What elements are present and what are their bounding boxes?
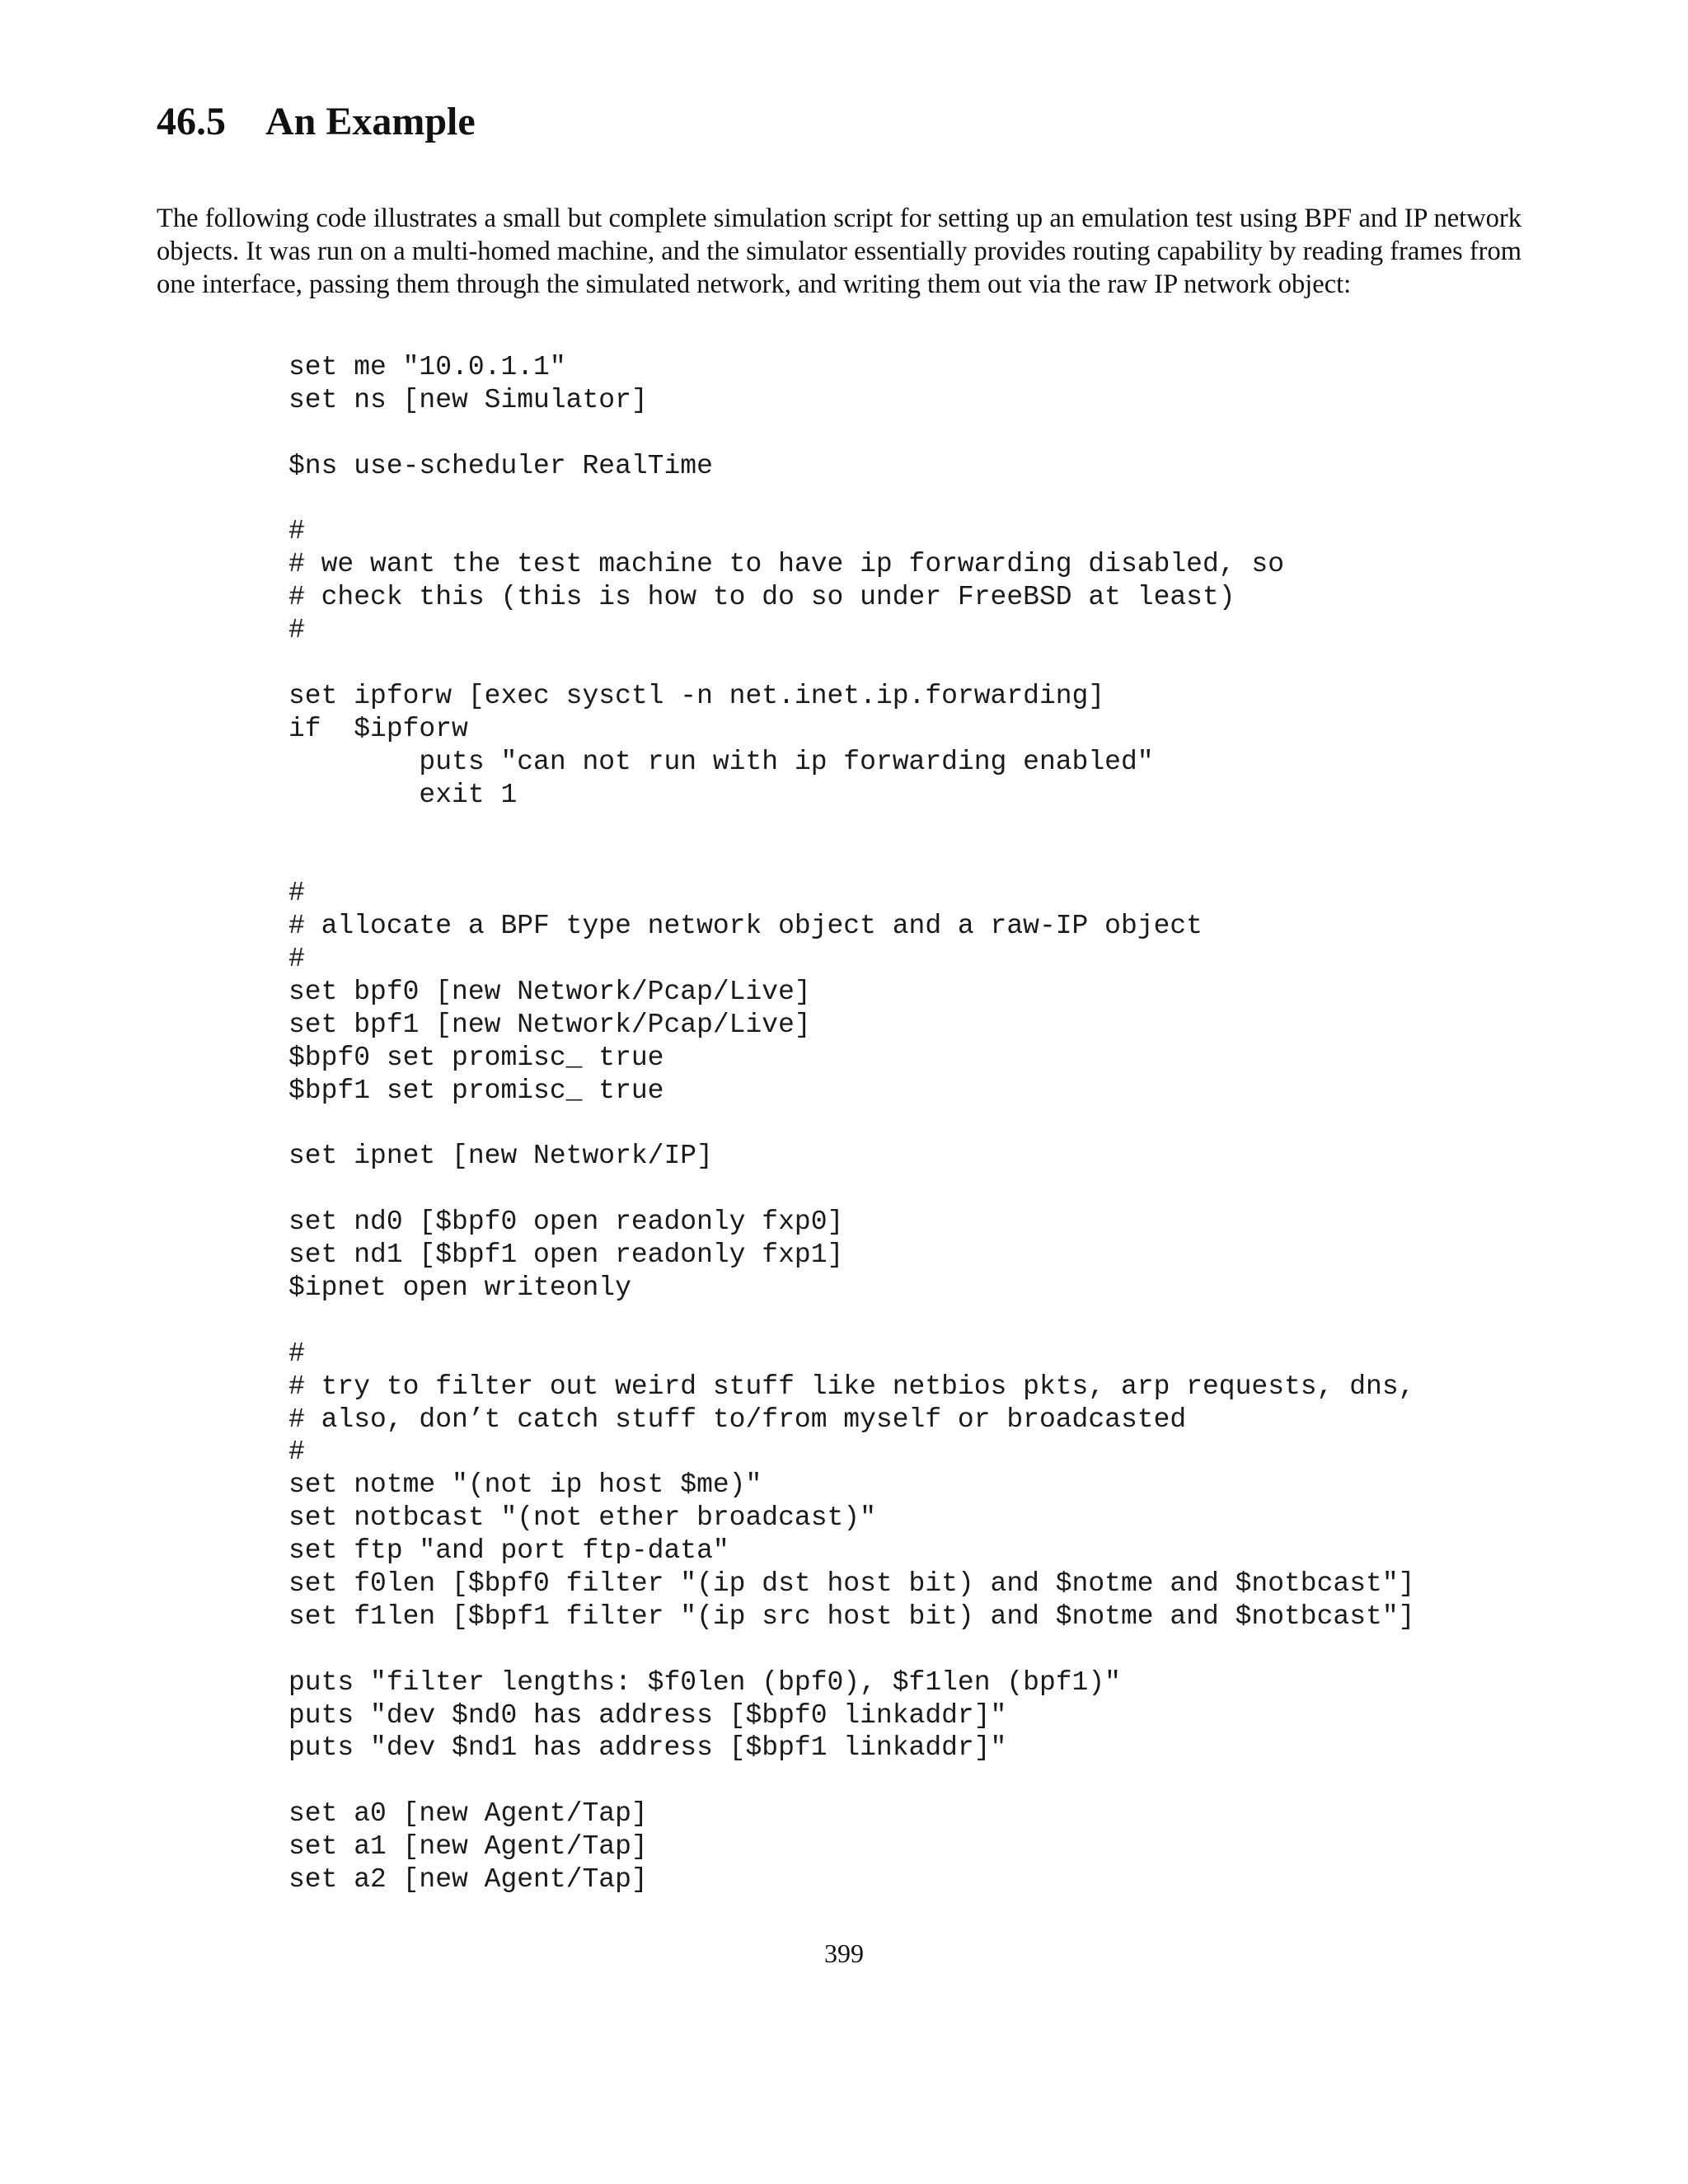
code-line: set ipnet [new Network/IP] xyxy=(288,1141,713,1172)
code-line: if $ipforw xyxy=(288,713,468,744)
code-line: # xyxy=(288,1338,305,1369)
page-number: 399 xyxy=(824,1938,864,1968)
code-line: set f1len [$bpf1 filter "(ip src host bit) and $notme and $notbcast"] xyxy=(288,1601,1415,1632)
section-heading xyxy=(157,97,476,147)
code-line: # try to filter out weird stuff like netbios pkts, arp requests, dns, xyxy=(288,1371,1415,1402)
code-line: # xyxy=(288,516,305,547)
code-line: puts "can not run with ip forwarding enabled" xyxy=(288,746,1154,777)
code-line: exit 1 xyxy=(288,779,518,810)
code-line: set notme "(not ip host $me)" xyxy=(288,1469,762,1501)
code-listing xyxy=(288,351,1414,1896)
code-line: set a1 [new Agent/Tap] xyxy=(288,1831,648,1863)
code-line: set me "10.0.1.1" xyxy=(288,352,566,382)
code-line xyxy=(288,647,1414,680)
code-line: # allocate a BPF type network object and a raw-IP object xyxy=(288,911,1203,942)
code-line xyxy=(288,1305,1414,1338)
code-line: set f0len [$bpf0 filter "(ip dst host bit) and $notme and $notbcast"] xyxy=(288,1568,1415,1599)
code-line xyxy=(288,844,1414,877)
code-line xyxy=(288,417,1414,450)
code-line xyxy=(288,483,1414,516)
code-line: set a2 [new Agent/Tap] xyxy=(288,1863,648,1895)
code-line: puts "dev $nd1 has address [$bpf1 linkaddr]" xyxy=(288,1732,1007,1764)
section-number: 46.5 xyxy=(157,100,226,143)
code-line: set ipforw [exec sysctl -n net.inet.ip.forwarding] xyxy=(288,680,1105,711)
code-line: set ns [new Simulator] xyxy=(288,384,648,415)
code-line: set notbcast "(not ether broadcast)" xyxy=(288,1502,876,1534)
code-line: puts "dev $nd0 has address [$bpf0 linkaddr]" xyxy=(288,1699,1007,1731)
code-line: $ipnet open writeonly xyxy=(288,1272,631,1303)
section-title: An Example xyxy=(265,100,476,143)
code-line: set bpf1 [new Network/Pcap/Live] xyxy=(288,1009,811,1040)
code-line: set nd1 [$bpf1 open readonly fxp1] xyxy=(288,1240,844,1271)
code-line: # we want the test machine to have ip forwarding disabled, so xyxy=(288,549,1284,580)
code-line: puts "filter lengths: $f0len (bpf0), $f1len (bpf1)" xyxy=(288,1666,1121,1698)
code-line: set nd0 [$bpf0 open readonly fxp0] xyxy=(288,1207,844,1238)
code-line: # xyxy=(288,615,305,646)
code-line: set bpf0 [new Network/Pcap/Live] xyxy=(288,976,811,1007)
code-line: # xyxy=(288,944,305,975)
code-line xyxy=(288,1633,1414,1666)
code-line: # xyxy=(288,878,305,909)
code-line: set ftp "and port ftp-data" xyxy=(288,1535,729,1567)
code-line: # xyxy=(288,1436,305,1468)
code-line: set a0 [new Agent/Tap] xyxy=(288,1798,648,1830)
code-line: $ns use-scheduler RealTime xyxy=(288,450,713,481)
code-line: # also, don’t catch stuff to/from myself or broadcasted xyxy=(288,1404,1187,1435)
code-line xyxy=(288,811,1414,844)
code-line xyxy=(288,1107,1414,1140)
code-line xyxy=(288,1173,1414,1206)
code-line: # check this (this is how to do so under FreeBSD at least) xyxy=(288,582,1236,613)
intro-paragraph: The following code illustrates a small but complete simulation script for setting up an emulation test using BPF and IP network objects. It was run on a multi-homed machine, and the simulator essentially provides routing capability by reading frames from one interface, passing them through the simulated network, and writing them out via the raw IP network object: xyxy=(157,204,1522,299)
code-line xyxy=(288,1765,1414,1797)
code-line: $bpf0 set promisc_ true xyxy=(288,1042,664,1073)
code-line: $bpf1 set promisc_ true xyxy=(288,1075,664,1106)
